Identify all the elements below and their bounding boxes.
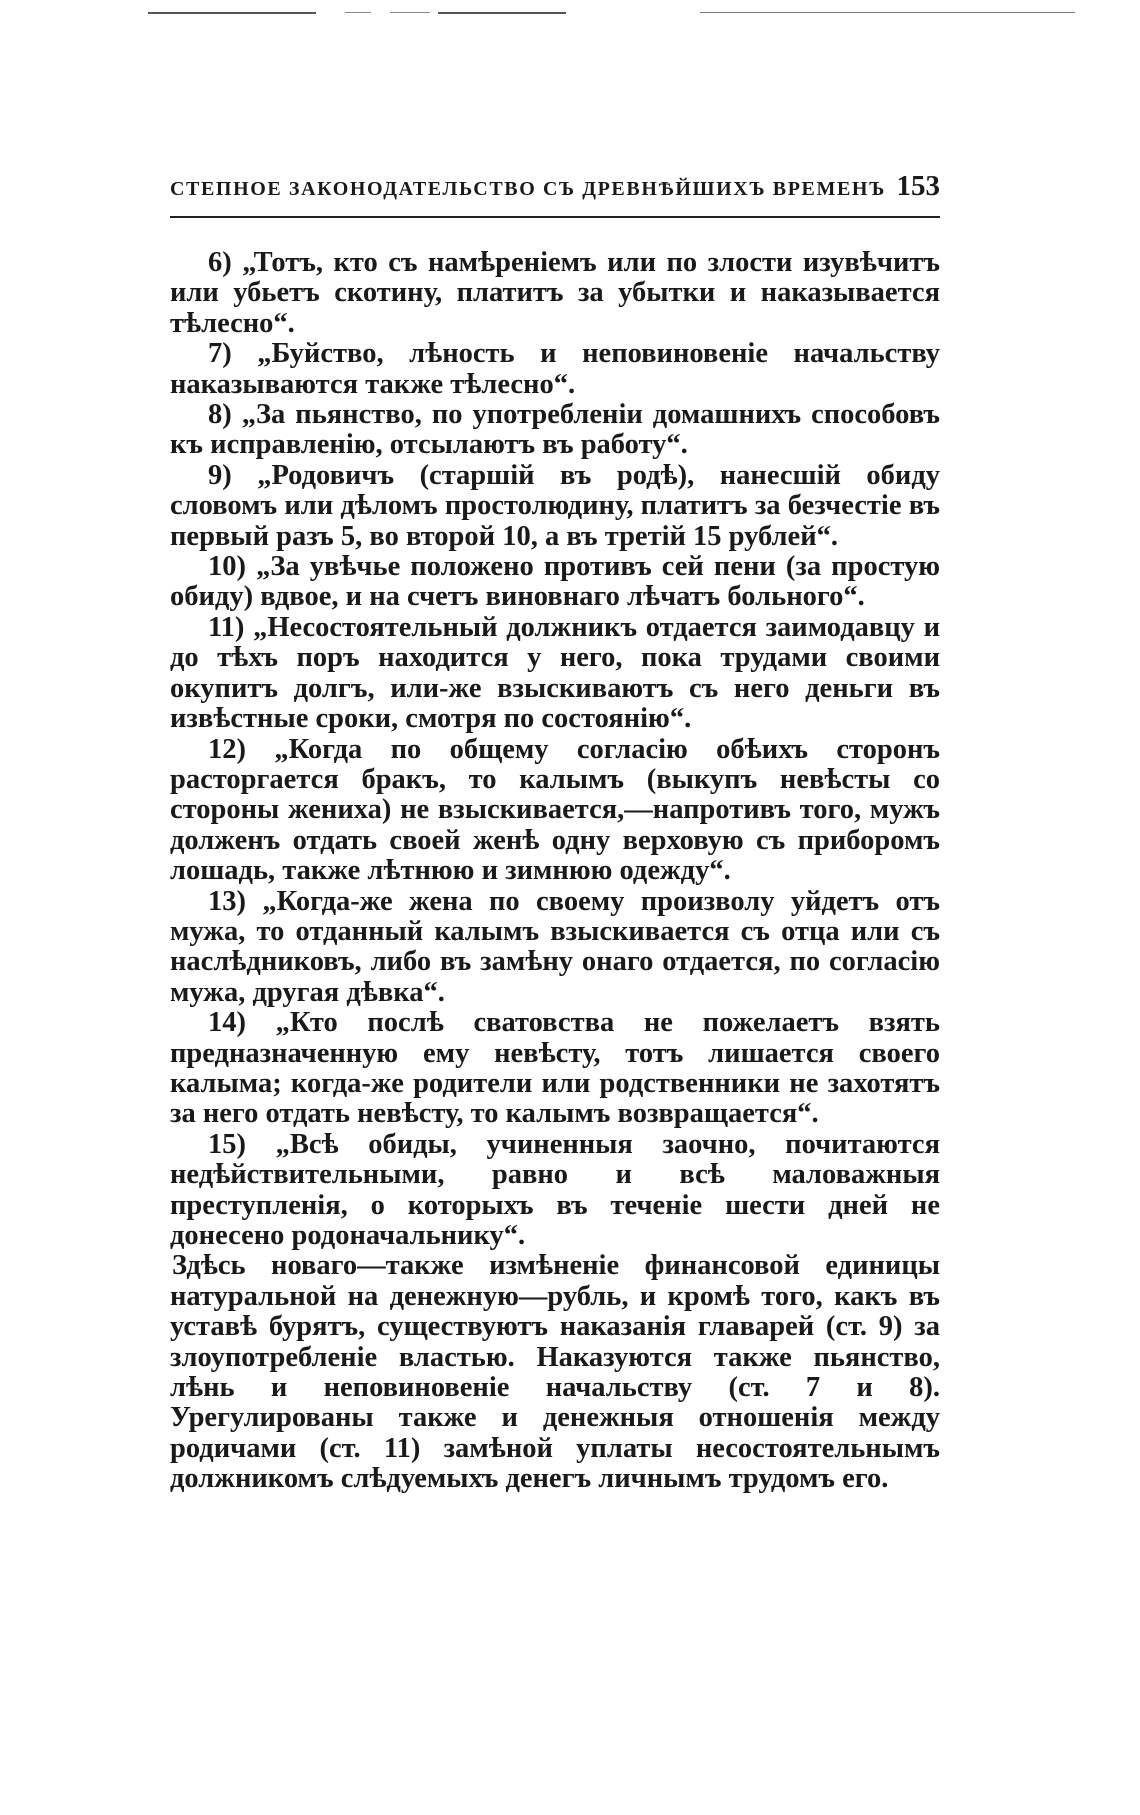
top-edge-mark xyxy=(390,12,430,13)
commentary-paragraph: Здѣсь новаго—также измѣненіе финансовой единицы натуральной на денежную—рубль, и кромѣ того, какъ въ уставѣ бурятъ, существуютъ наказанія главарей (ст. 9) за злоупотребленіе властью. Наказуются также пьянство, лѣнь и неповиновеніе начальству (ст. 7 и 8). Урегулированы также и денежныя отношенія между родичами (ст. 11) замѣной уплаты несостоятельнымъ должникомъ слѣдуемыхъ денегъ личнымъ трудомъ его. xyxy=(170,1250,940,1495)
article-15: 15) „Всѣ обиды, учиненныя заочно, почитаются недѣйствительными, равно и всѣ маловажныя преступленія, о которыхъ въ теченіе шести дней не донесено родоначальнику“. xyxy=(170,1128,940,1251)
top-edge-mark xyxy=(148,12,316,14)
body-text xyxy=(170,248,940,1495)
article-7: 7) „Буйство, лѣность и неповиновеніе начальству наказываются также тѣлесно“. xyxy=(170,338,940,400)
running-title: СТЕПНОЕ ЗАКОНОДАТЕЛЬСТВО СЪ ДРЕВНѢЙШИХЪ ВРЕМЕНЪ xyxy=(170,178,886,200)
article-9: 9) „Родовичъ (старшій въ родѣ), нанесшій обиду словомъ или дѣломъ простолюдину, платитъ за безчестіе въ первый разъ 5, во второй 10, а въ третій 15 рублей“. xyxy=(170,459,940,552)
article-8: 8) „За пьянство, по употребленіи домашнихъ способовъ къ исправленію, отсылаютъ въ работу“. xyxy=(170,399,940,461)
top-edge-mark xyxy=(345,12,371,13)
article-11: 11) „Несостоятельный должникъ отдается заимодавцу и до тѣхъ поръ находится у него, пока трудами своими окупитъ долгъ, или-же взыскиваютъ съ него деньги въ извѣстные сроки, смотря по состоянію“. xyxy=(170,611,940,735)
running-head xyxy=(170,170,940,210)
header-rule xyxy=(170,216,940,218)
article-12: 12) „Когда по общему согласію обѣихъ сторонъ расторгается бракъ, то калымъ (выкупъ невѣсты со стороны жениха) не взыскивается,—напротивъ того, мужъ долженъ отдать своей женѣ одну верховую съ приборомъ лошадь, также лѣтнюю и зимнюю одежду“. xyxy=(170,733,940,887)
article-6: 6) „Тотъ, кто съ намѣреніемъ или по злости изувѣчитъ или убьетъ скотину, платитъ за убытки и наказывается тѣлесно“. xyxy=(170,247,940,339)
article-14: 14) „Кто послѣ сватовства не пожелаетъ взять предназначенную ему невѣсту, тотъ лишается своего калыма; когда-же родители или родственники не захотятъ за него отдать невѣсту, то калымъ возвращается“. xyxy=(170,1007,940,1130)
article-13: 13) „Когда-же жена по своему произволу уйдетъ отъ мужа, то отданный калымъ взыскивается съ отца или съ наслѣдниковъ, либо въ замѣну онаго отдается, по согласію мужа, другая дѣвка“. xyxy=(170,885,940,1008)
article-10: 10) „За увѣчье положено противъ сей пени (за простую обиду) вдвое, и на счетъ виновнаго лѣчатъ больного“. xyxy=(170,551,940,613)
top-edge-mark xyxy=(700,12,1075,13)
top-edge-mark xyxy=(438,12,566,14)
page-number: 153 xyxy=(896,170,940,202)
